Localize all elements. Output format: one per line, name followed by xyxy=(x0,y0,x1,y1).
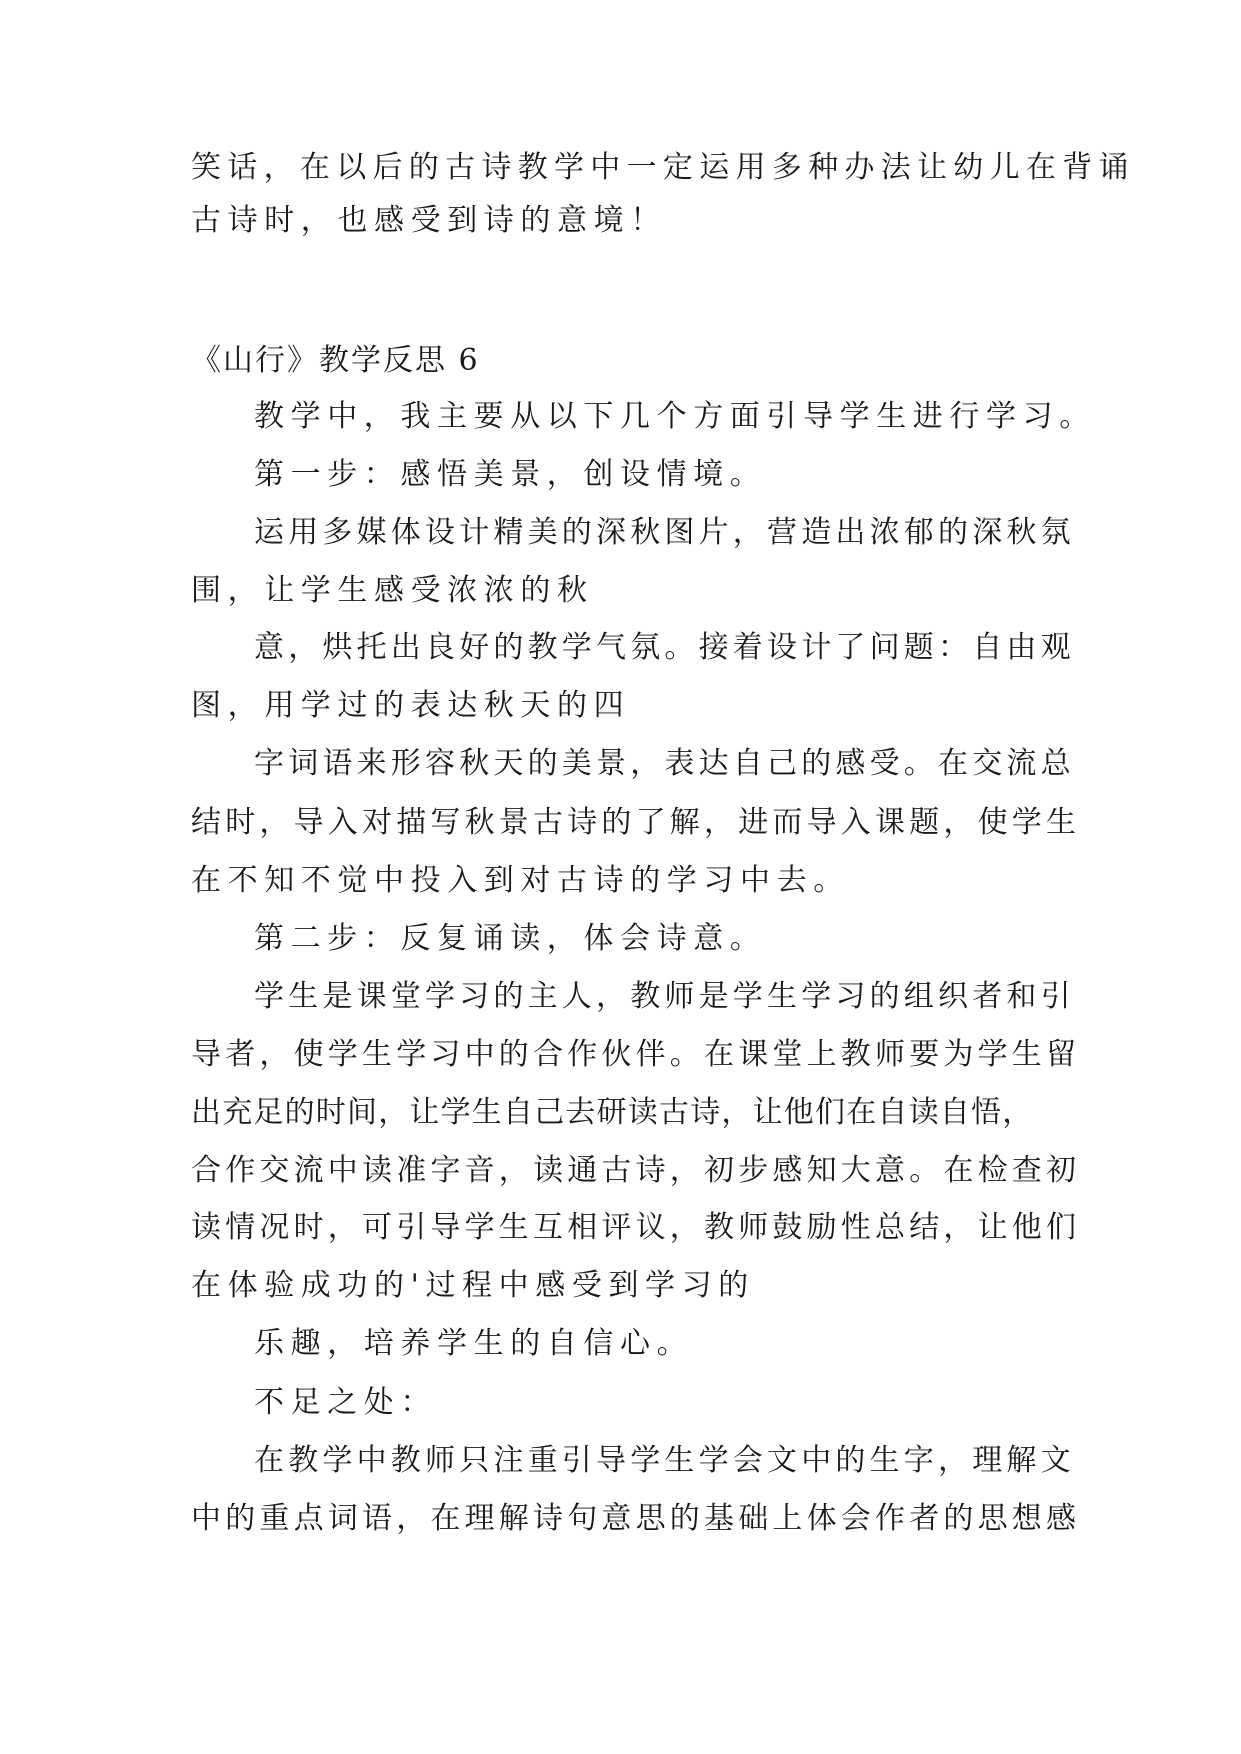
paragraph-line: 在教学中教师只注重引导学生学会文中的生字，理解文 xyxy=(254,1443,1075,1478)
paragraph-line: 意，烘托出良好的教学气氛。接着设计了问题：自由观 xyxy=(254,630,1075,665)
paragraph-line: 中的重点词语，在理解诗句意思的基础上体会作者的思想感 xyxy=(191,1501,1081,1536)
paragraph-line: 运用多媒体设计精美的深秋图片，营造出浓郁的深秋氛 xyxy=(254,515,1075,550)
paragraph-line: 第二步：反复诵读，体会诗意。 xyxy=(254,921,767,956)
paragraph-line: 字词语来形容秋天的美景，表达自己的感受。在交流总 xyxy=(254,746,1075,781)
paragraph-line: 出充足的时间，让学生自己去研读古诗，让他们在自读自悟， xyxy=(191,1095,1034,1130)
paragraph-line: 笑话，在以后的古诗教学中一定运用多种办法让幼儿在背诵 xyxy=(191,150,1135,185)
paragraph-line: 结时，导入对描写秋景古诗的了解，进而导入课题，使学生 xyxy=(191,805,1081,840)
paragraph-line: 第一步：感悟美景，创设情境。 xyxy=(254,457,767,492)
paragraph-line: 不足之处： xyxy=(254,1385,437,1420)
paragraph-line: 乐趣，培养学生的自信心。 xyxy=(254,1326,694,1361)
paragraph-line: 在体验成功的'过程中感受到学习的 xyxy=(191,1268,755,1303)
paragraph-line: 教学中，我主要从以下几个方面引导学生进行学习。 xyxy=(254,399,1096,434)
paragraph-line: 在不知不觉中投入到对古诗的学习中去。 xyxy=(191,863,850,898)
paragraph-line: 读情况时，可引导学生互相评议，教师鼓励性总结，让他们 xyxy=(191,1210,1081,1245)
paragraph-line: 学生是课堂学习的主人，教师是学生学习的组织者和引 xyxy=(254,979,1075,1014)
paragraph-line: 合作交流中读准字音，读通古诗，初步感知大意。在检查初 xyxy=(191,1153,1081,1188)
paragraph-line: 古诗时，也感受到诗的意境！ xyxy=(191,203,667,238)
paragraph-line: 图，用学过的表达秋天的四 xyxy=(191,688,631,723)
section-title: 《山行》教学反思 6 xyxy=(191,343,480,378)
paragraph-line: 围，让学生感受浓浓的秋 xyxy=(191,573,594,608)
paragraph-line: 导者，使学生学习中的合作伙伴。在课堂上教师要为学生留 xyxy=(191,1037,1081,1072)
